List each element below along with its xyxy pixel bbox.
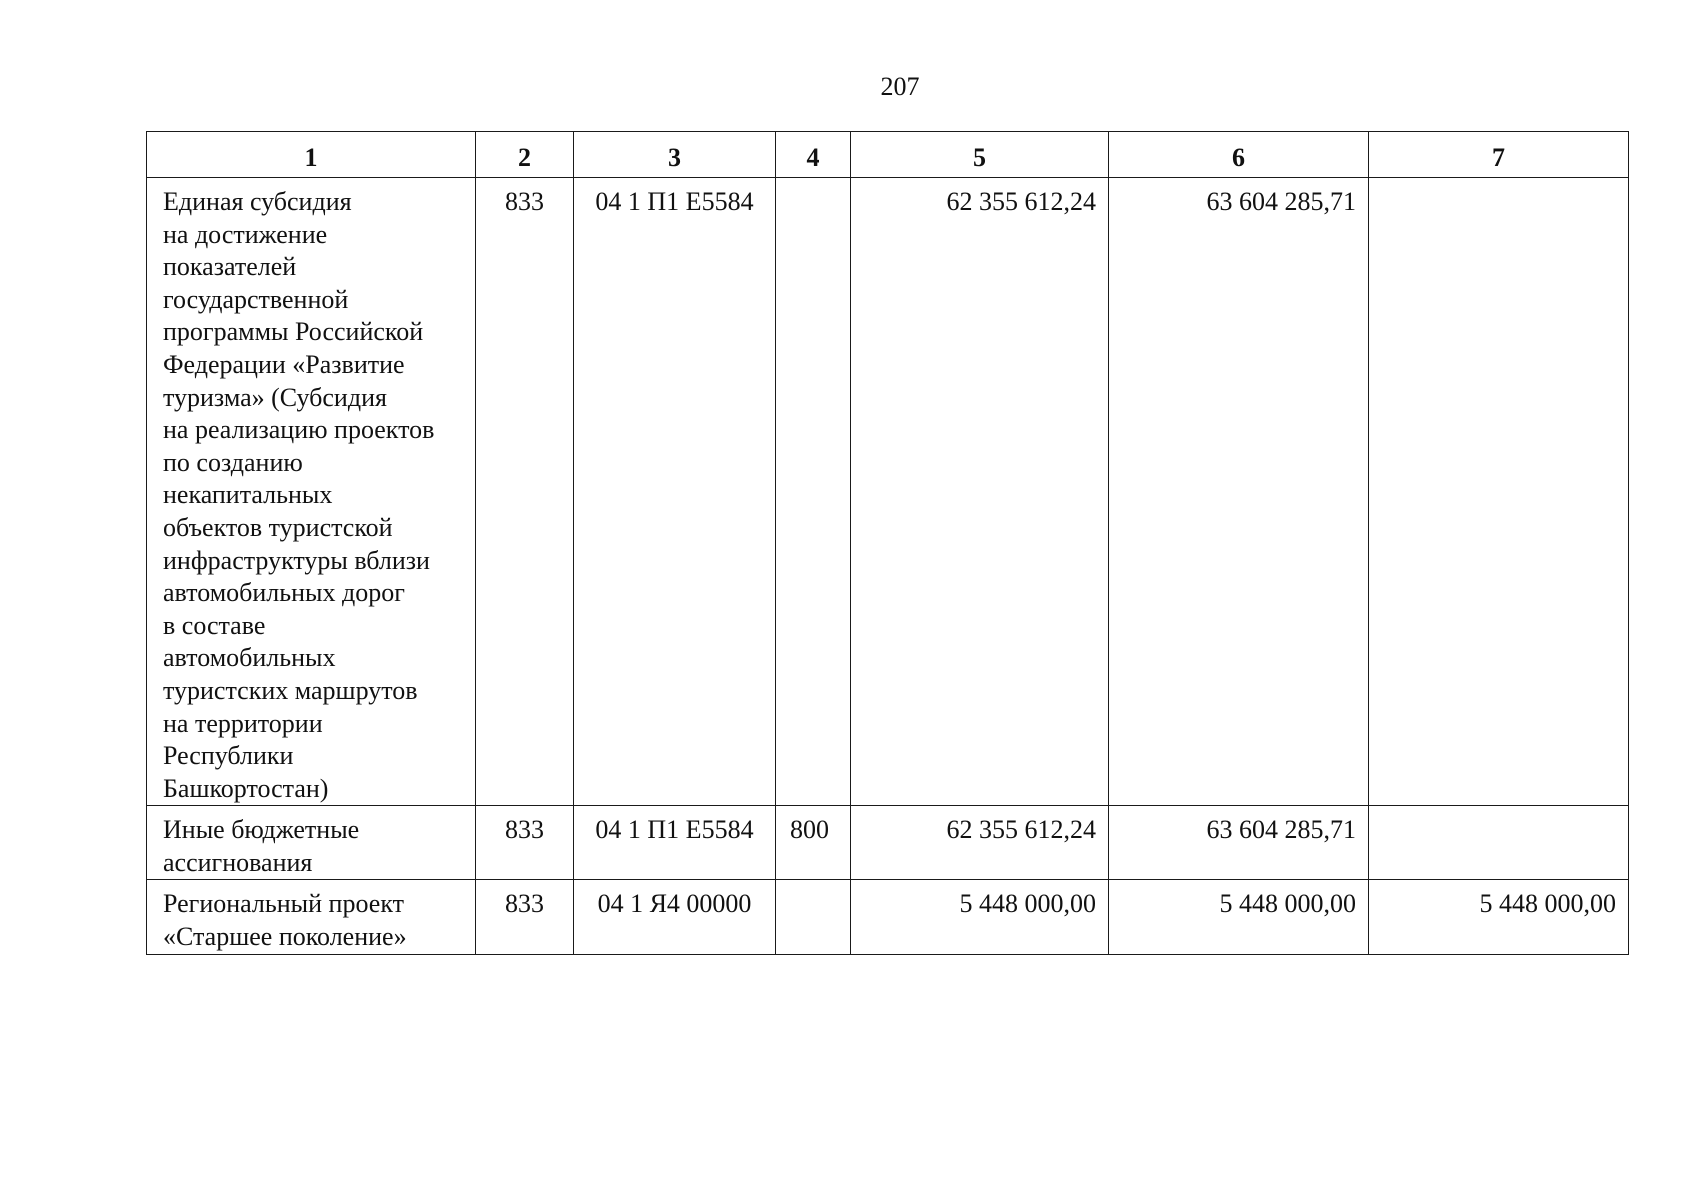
name-line: Федерации «Развитие (163, 349, 405, 379)
name-line: государственной (163, 284, 349, 314)
name-line: объектов туристской (163, 512, 393, 542)
header-col-3: 3 (574, 132, 776, 178)
name-line: инфраструктуры вблизи (163, 545, 430, 575)
name-line: на достижение (163, 219, 328, 249)
name-line: автомобильных дорог (163, 578, 405, 608)
row-col7-cell: 5 448 000,00 (1369, 880, 1629, 954)
row-col7-cell (1369, 178, 1629, 806)
name-line: автомобильных (163, 643, 336, 673)
header-col-2: 2 (476, 132, 574, 178)
row-col7-cell (1369, 806, 1629, 880)
name-line: Башкортостан) (163, 773, 329, 803)
row-code-cell: 833 (476, 806, 574, 880)
row-name-cell (147, 806, 476, 880)
row-group-cell (776, 880, 851, 954)
name-line: в составе (163, 610, 266, 640)
name-line: некапитальных (163, 480, 333, 510)
row-col5-cell: 5 448 000,00 (851, 880, 1109, 954)
row-target-cell: 04 1 П1 E5584 (574, 806, 776, 880)
name-line: на реализацию проектов (163, 415, 435, 445)
row-group-cell (776, 178, 851, 806)
row-col6-cell: 63 604 285,71 (1109, 806, 1369, 880)
row-name-cell (147, 880, 476, 954)
name-line: на территории (163, 708, 323, 738)
row-name-cell (147, 178, 476, 806)
table-row (147, 806, 1629, 880)
row-target-cell: 04 1 П1 E5584 (574, 178, 776, 806)
row-target-cell: 04 1 Я4 00000 (574, 880, 776, 954)
name-line: показателей (163, 252, 297, 282)
budget-table (146, 131, 1629, 955)
header-col-1: 1 (147, 132, 476, 178)
name-line: Региональный проект (163, 889, 404, 919)
name-line: «Старшее поколение» (163, 922, 407, 952)
header-col-7: 7 (1369, 132, 1629, 178)
header-col-6: 6 (1109, 132, 1369, 178)
header-row (147, 132, 1629, 178)
row-code-cell: 833 (476, 178, 574, 806)
table-row (147, 880, 1629, 954)
name-line: ассигнования (163, 847, 313, 877)
page-number: 207 (880, 72, 920, 101)
name-line: по созданию (163, 447, 303, 477)
row-col5-cell: 62 355 612,24 (851, 178, 1109, 806)
row-group-cell: 800 (776, 806, 851, 880)
name-line: Иные бюджетные (163, 815, 360, 845)
name-line: туризма» (Субсидия (163, 382, 387, 412)
name-line: туристских маршрутов (163, 675, 418, 705)
header-col-4: 4 (776, 132, 851, 178)
name-line: программы Российской (163, 317, 424, 347)
row-col6-cell: 63 604 285,71 (1109, 178, 1369, 806)
row-col5-cell: 62 355 612,24 (851, 806, 1109, 880)
table-row (147, 178, 1629, 806)
row-code-cell: 833 (476, 880, 574, 954)
name-line: Единая субсидия (163, 187, 352, 216)
name-line: Республики (163, 741, 294, 771)
header-col-5: 5 (851, 132, 1109, 178)
row-col6-cell: 5 448 000,00 (1109, 880, 1369, 954)
